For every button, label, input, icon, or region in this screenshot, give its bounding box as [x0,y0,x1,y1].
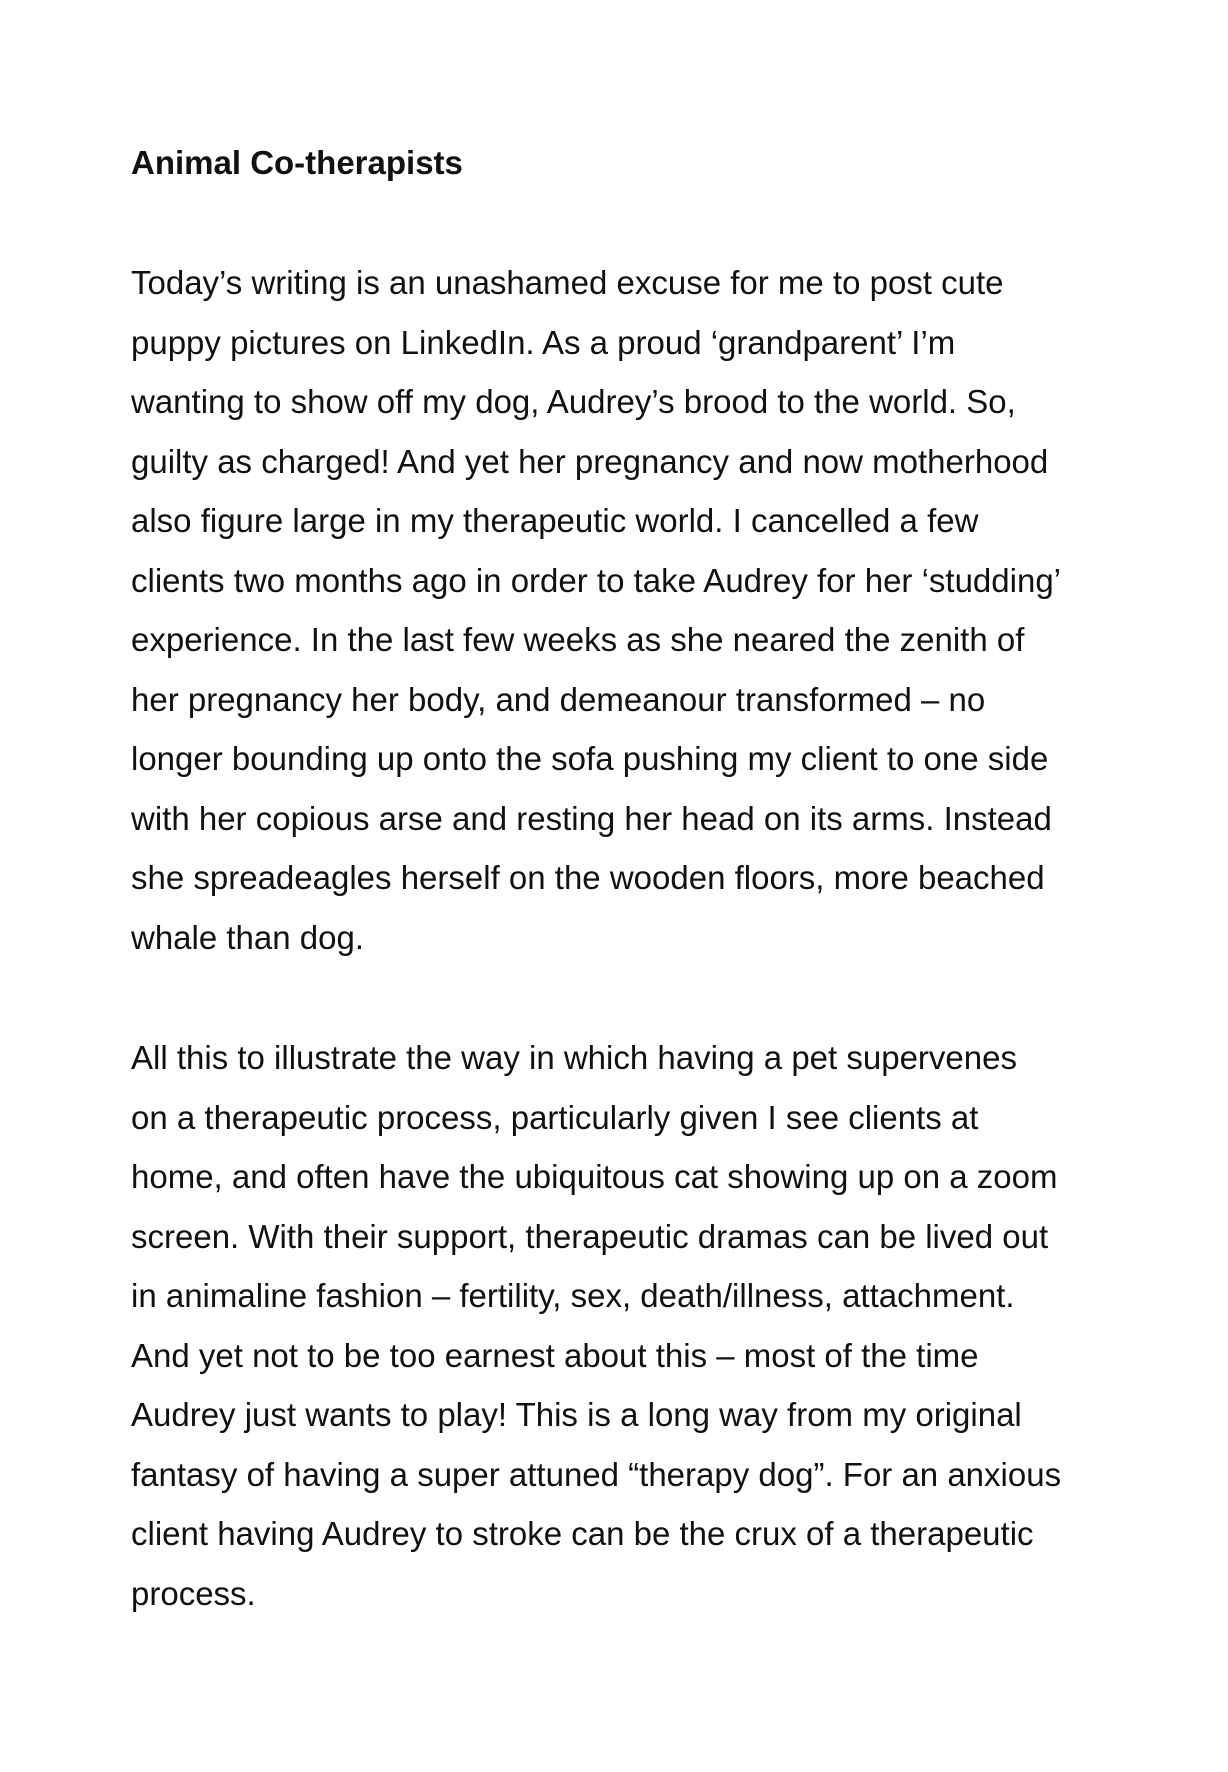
text-line: All this to illustrate the way in which having a pet supervenes [131,1039,1017,1076]
text-line: also figure large in my therapeutic world. I cancelled a few [131,502,979,539]
text-line: on a therapeutic process, particularly given I see clients at [131,1098,979,1136]
text-line: Audrey just wants to play! This is a long way from my original [131,1396,1022,1433]
text-line: guilty as charged! And yet her pregnancy and now motherhood [131,442,1049,480]
text-line: puppy pictures on LinkedIn. As a proud ‘grandparent’ I’m [131,323,956,361]
text-line: screen. With their support, therapeutic dramas can be lived out [131,1217,1049,1255]
text-line: clients two months ago in order to take Audrey for her ‘studding’ [131,561,1062,599]
text-line: whale than dog. [131,918,365,956]
paragraph-2 [131,1028,1131,1623]
text-line: wanting to show off my dog, Audrey’s brood to the world. So, [131,383,1016,420]
text-line: she spreadeagles herself on the wooden floors, more beached [131,859,1045,896]
text-line: with her copious arse and resting her head on its arms. Instead [131,799,1052,837]
paragraph-1 [131,253,1131,967]
text-line: process. [131,1574,256,1612]
text-line: Today’s writing is an unashamed excuse for me to post cute [131,264,1004,301]
document-title: Animal Co-therapists [131,144,463,181]
text-line: And yet not to be too earnest about this – most of the time [131,1336,979,1374]
text-line: client having Audrey to stroke can be the crux of a therapeutic [131,1515,1034,1552]
text-line: in animaline fashion – fertility, sex, death/illness, attachment. [131,1277,1015,1314]
text-line: longer bounding up onto the sofa pushing my client to one side [131,740,1049,777]
text-line: home, and often have the ubiquitous cat showing up on a zoom [131,1158,1058,1195]
text-line: experience. In the last few weeks as she neared the zenith of [131,621,1025,658]
text-line: her pregnancy her body, and demeanour transformed – no [131,680,986,718]
text-line: fantasy of having a super attuned “therapy dog”. For an anxious [131,1455,1062,1493]
